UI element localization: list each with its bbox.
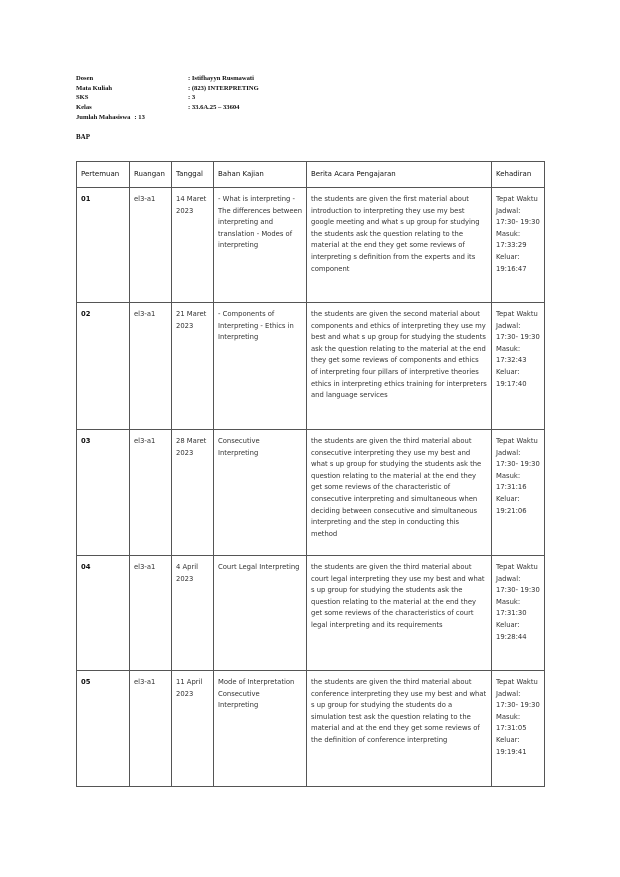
jumlah-label: Jumlah Mahasiswa	[76, 113, 131, 121]
bahan-cell: Court Legal Interpreting	[214, 556, 307, 671]
matkul-row	[76, 84, 259, 94]
kelas-value: : 33.6A.25 – 33604	[188, 104, 240, 112]
bap-title: BAP	[76, 133, 90, 141]
table-row	[77, 556, 545, 671]
berita-cell: the students are given the first material about introduction to interpreting they use my best google meeting and what s up group for studying the students ask the question relating to the material at the end they get some reviews of interpreting s definition from the experts and its component	[307, 188, 492, 303]
kehadiran-cell: Tepat Waktu Jadwal: 17:30- 19:30 Masuk: 17:32:43 Keluar: 19:17:40	[492, 303, 545, 430]
jumlah-row	[76, 113, 259, 123]
pertemuan-cell: 01	[77, 188, 130, 303]
bap-table	[76, 161, 545, 787]
kehadiran-cell: Tepat Waktu Jadwal: 17:30- 19:30 Masuk: 17:31:16 Keluar: 19:21:06	[492, 430, 545, 556]
ruangan-cell: el3-a1	[130, 671, 172, 787]
pertemuan-cell: 02	[77, 303, 130, 430]
table-row	[77, 671, 545, 787]
ruangan-cell: el3-a1	[130, 430, 172, 556]
tanggal-cell: 14 Maret 2023	[172, 188, 214, 303]
bahan-cell: Mode of Interpretation Consecutive Interpreting	[214, 671, 307, 787]
sks-value: : 3	[188, 94, 196, 102]
kelas-label: Kelas	[76, 104, 92, 112]
jumlah-value: : 13	[134, 113, 145, 121]
table-header-row	[77, 162, 545, 188]
sks-label: SKS	[76, 94, 89, 102]
dosen-row	[76, 74, 259, 84]
bahan-cell: Consecutive Interpreting	[214, 430, 307, 556]
pertemuan-cell: 03	[77, 430, 130, 556]
kehadiran-cell: Tepat Waktu Jadwal: 17:30- 19:30 Masuk: 17:31:30 Keluar: 19:28:44	[492, 556, 545, 671]
berita-cell: the students are given the second material about components and ethics of interpreting they use my best and what s up group for studying the students ask the question relating to the material at the end they get some reviews of components and ethics of interpreting four pillars of interpretive theories ethics in interpreting ethics training for interpreters and language services	[307, 303, 492, 430]
col-header-ruangan: Ruangan	[130, 162, 172, 188]
ruangan-cell: el3-a1	[130, 303, 172, 430]
col-header-tanggal: Tanggal	[172, 162, 214, 188]
dosen-value: : Istifhayyn Rusmawati	[188, 75, 254, 82]
berita-cell: the students are given the third material about court legal interpreting they use my best and what s up group for studying the students ask the question relating to the material at the end they get some reviews of the characteristics of court legal interpreting and its requirements	[307, 556, 492, 671]
pertemuan-cell: 04	[77, 556, 130, 671]
bahan-cell: - What is interpreting - The differences between interpreting and translation - Modes of interpreting	[214, 188, 307, 303]
table-row	[77, 430, 545, 556]
col-header-berita-acara: Berita Acara Pengajaran	[307, 162, 492, 188]
tanggal-cell: 28 Maret 2023	[172, 430, 214, 556]
ruangan-cell: el3-a1	[130, 188, 172, 303]
tanggal-cell: 11 April 2023	[172, 671, 214, 787]
matkul-label: Mata Kuliah	[76, 84, 113, 92]
dosen-label: Dosen	[76, 75, 94, 82]
bahan-cell: - Components of Interpreting - Ethics in Interpreting	[214, 303, 307, 430]
kehadiran-cell: Tepat Waktu Jadwal: 17:30- 19:30 Masuk: 17:33:29 Keluar: 19:16:47	[492, 188, 545, 303]
tanggal-cell: 4 April 2023	[172, 556, 214, 671]
matkul-value: : (823) INTERPRETING	[188, 84, 259, 92]
course-info-header	[76, 74, 259, 123]
berita-cell: the students are given the third material about consecutive interpreting they use my best and what s up group for studying the students ask the question relating to the material at the end they get some reviews of the characteristic of consecutive interpreting and simultaneous when deciding between consecutive and simultaneous interpreting and the step in conducting this method	[307, 430, 492, 556]
col-header-pertemuan: Pertemuan	[77, 162, 130, 188]
col-header-bahan-kajian: Bahan Kajian	[214, 162, 307, 188]
col-header-kehadiran: Kehadiran	[492, 162, 545, 188]
table-row	[77, 188, 545, 303]
kehadiran-cell: Tepat Waktu Jadwal: 17:30- 19:30 Masuk: 17:31:05 Keluar: 19:19:41	[492, 671, 545, 787]
kelas-row	[76, 103, 259, 113]
sks-row	[76, 93, 259, 103]
ruangan-cell: el3-a1	[130, 556, 172, 671]
pertemuan-cell: 05	[77, 671, 130, 787]
tanggal-cell: 21 Maret 2023	[172, 303, 214, 430]
table-row	[77, 303, 545, 430]
berita-cell: the students are given the third material about conference interpreting they use my best and what s up group for studying the students do a simulation test ask the question relating to the material and at the end they get some reviews of the definition of conference interpreting	[307, 671, 492, 787]
